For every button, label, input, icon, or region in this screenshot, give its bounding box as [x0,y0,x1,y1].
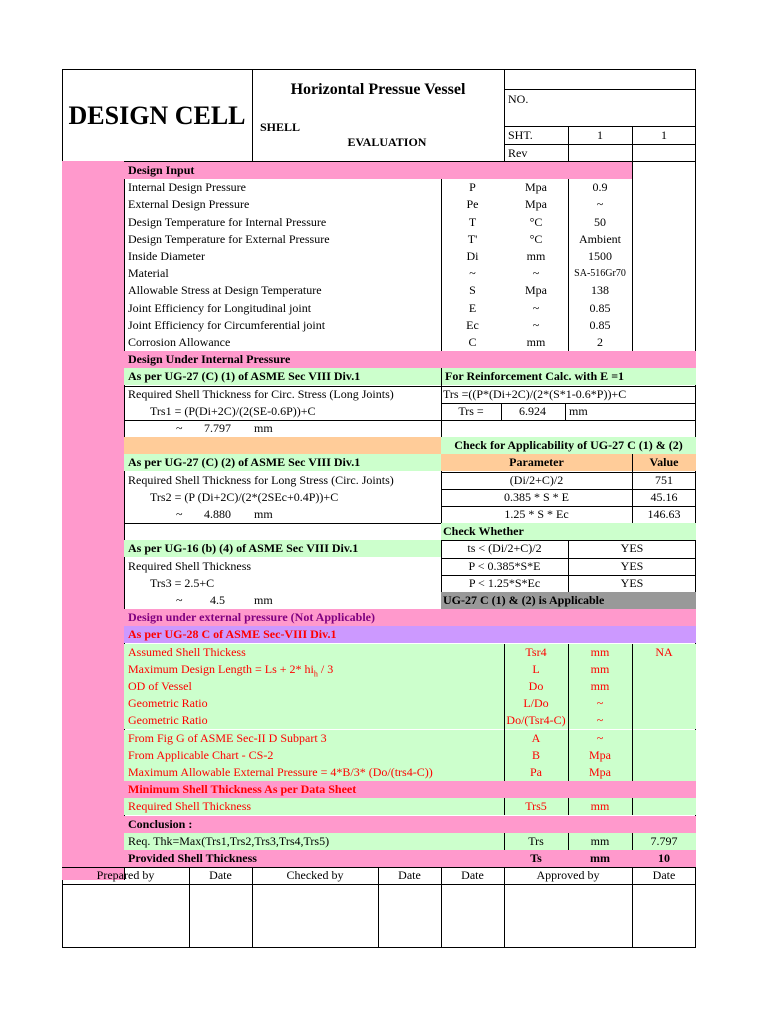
vessel-title: Horizontal Pressue Vessel [290,81,466,98]
rule-line [252,69,253,161]
minimum-value [632,798,696,815]
rule-line [568,644,569,782]
req-unit: mm [568,833,632,850]
blank [124,523,441,540]
input-unit: ~ [532,266,540,281]
ug27c2-formula: Trs2 = (P (Di+2C)/(2*(2SEc+0.4P))+C [150,489,339,504]
prov-symbol: Ts [504,850,568,867]
rule-line [504,89,696,90]
external-desc-text: Geometric Ratio [128,713,208,728]
ug16-desc: Required Shell Thickness [128,558,252,573]
reinf-label: Trs = [458,403,484,418]
rule-line [252,867,253,948]
external-value [632,712,696,729]
rule-line [441,867,442,948]
value-header: Value [632,454,696,471]
external-desc-text: From Fig G of ASME Sec-II D Subpart 3 [128,730,327,745]
margin-column [62,161,124,880]
input-value: 0.85 [589,300,611,315]
internal-heading: Design Under Internal Pressure [124,351,696,368]
external-symbol: A [504,730,568,747]
input-desc: Inside Diameter [128,249,205,263]
company-name: DESIGN CELL [68,101,246,130]
input-symbol: T' [467,231,478,246]
sht-total: 1 [661,128,667,142]
prov-value: 10 [632,850,696,867]
input-desc: Corrosion Allowance [128,335,231,349]
external-value [632,747,696,764]
input-value: 1500 [588,249,612,263]
input-symbol: ~ [469,266,476,281]
external-desc-sub: h [313,669,318,679]
external-desc-text: Geometric Ratio [128,696,208,711]
external-symbol: Tsr4 [504,644,568,661]
rule-line [568,798,569,815]
input-symbol: C [468,335,477,349]
external-desc [124,644,504,661]
input-desc: Joint Efficiency for Longitudinal joint [128,300,312,315]
ug27-spacer [124,437,441,454]
ug27c2-value: 4.880 [204,507,231,521]
ug27c1-formula: Trs1 = (P(Di+2C)/(2(SE-0.6P))+C [150,403,316,418]
input-desc: Internal Design Pressure [128,180,246,195]
req-desc: Req. Thk=Max(Trs1,Trs2,Trs3,Trs4,Trs5) [124,833,504,850]
check-condition: P < 1.25*S*Ec [468,575,541,590]
check-heading: Check Whether [441,523,696,540]
ug16-value: 4.5 [210,593,225,607]
input-desc: Joint Efficiency for Circumferential joint [128,317,326,332]
input-value: 0.9 [592,180,608,195]
external-subheading: As per UG-28 C of ASME Sec-VIII Div.1 [124,626,696,643]
external-desc [124,661,504,678]
rule-line [504,644,505,782]
external-desc [124,712,504,729]
external-heading: Design under external pressure (Not Applicable) [124,609,696,626]
reinf-heading: For Reinforcement Calc. with E =1 [441,368,696,385]
rule-line [568,540,569,592]
external-desc-tail: / 3 [317,661,334,676]
input-desc: Material [128,266,169,281]
ug27c1-approx: ~ [176,421,183,435]
param-cell: 1.25 * S * Ec [504,507,569,521]
input-unit: Mpa [525,283,547,298]
input-symbol: T [468,214,477,229]
external-desc-text: OD of Vessel [128,679,192,693]
input-unit: ~ [532,317,540,332]
input-value: ~ [596,197,604,212]
external-value [632,678,696,695]
rule-line [565,403,566,420]
input-unit: mm [526,249,546,263]
input-value: SA-516Gr70 [574,268,626,280]
signoff-checked-label: Checked by [286,868,344,883]
ug16-formula: Trs3 = 2.5+C [150,575,215,590]
applicability-heading: Check for Applicability of UG-27 C (1) & (2) [441,437,696,454]
minimum-unit: mm [568,798,632,815]
subject-name: EVALUATION [347,135,427,149]
external-desc-text: Maximum Allowable External Pressure = 4*B/3* (Do/(trs4-C)) [128,765,433,779]
reinf-formula: Trs =((P*(Di+2C)/(2*(S*1-0.6*P))+C [443,386,627,401]
rule-line [441,179,442,351]
check-result: YES [620,575,644,590]
rule-line [378,867,379,948]
signoff-date-label: Date [398,868,421,883]
param-value: 45.16 [650,489,678,504]
rule-line [62,884,696,885]
input-symbol: Di [466,249,479,263]
external-unit: mm [568,644,632,661]
minimum-symbol: Trs5 [504,798,568,815]
external-value [632,695,696,712]
external-value [632,730,696,747]
ug27c2-approx: ~ [176,507,183,521]
external-desc-text: From Applicable Chart - CS-2 [128,747,274,762]
rule-line [501,403,502,420]
external-unit: ~ [568,730,632,747]
req-value: 7.797 [632,833,696,850]
rule-line [632,867,633,948]
input-symbol: Ec [466,317,479,332]
rule-line [189,867,190,948]
input-unit: ~ [532,300,540,315]
check-result: YES [620,541,644,556]
input-value: Ambient [579,231,621,246]
ug27c1-desc: Required Shell Thickness for Circ. Stress (Long Joints) [128,386,394,401]
ug27c2-heading: As per UG-27 (C) (2) of ASME Sec VIII Div.1 [124,454,441,471]
ug16-approx: ~ [176,593,183,607]
sht-label: SHT. [508,128,533,142]
no-label: NO. [508,92,529,106]
external-value [632,764,696,781]
input-symbol: Pe [466,197,479,212]
rule-line [504,798,505,815]
prov-desc: Provided Shell Thickness [124,850,504,867]
sht-number: 1 [597,128,603,142]
check-conclusion: UG-27 C (1) & (2) is Applicable [441,592,696,609]
input-desc: Allowable Stress at Design Temperature [128,283,322,298]
minimum-heading: Minimum Shell Thickness As per Data Sheet [124,781,696,798]
conclusion-heading: Conclusion : [124,816,696,833]
external-unit: mm [568,661,632,678]
external-value [632,661,696,678]
external-symbol: B [504,747,568,764]
design-input-heading: Design Input [124,162,632,179]
external-unit: Mpa [568,764,632,781]
input-unit: °C [529,231,543,246]
param-cell: 0.385 * S * E [503,489,569,504]
signoff-date-label: Date [461,868,484,883]
input-value: 50 [594,214,606,229]
external-unit: ~ [568,695,632,712]
external-unit: mm [568,678,632,695]
input-desc: Design Temperature for Internal Pressure [128,214,327,229]
signoff-prepared-label: Prepared by [96,868,155,883]
external-desc-text: Assumed Shell Thickess [128,644,246,659]
input-value: 2 [597,335,603,349]
input-unit: Mpa [525,197,547,212]
rule-line [568,179,569,351]
prov-unit: mm [568,850,632,867]
rule-line [632,798,633,815]
external-symbol: L/Do [504,695,568,712]
minimum-desc: Required Shell Thickness [124,798,504,815]
rule-line [504,69,505,161]
external-symbol: Do [504,678,568,695]
input-symbol: E [468,300,477,315]
param-header: Parameter [441,454,632,471]
rule-line [632,644,633,782]
reinf-value: 6.924 [519,403,546,418]
external-desc [124,747,504,764]
check-condition: ts < (Di/2+C)/2 [467,541,542,556]
rule-line [632,162,633,351]
external-desc [124,695,504,712]
input-value: 0.85 [589,317,611,332]
external-unit: Mpa [568,747,632,764]
ug27c2-unit: mm [254,507,273,521]
external-unit: ~ [568,712,632,729]
external-symbol: L [504,661,568,678]
input-unit: Mpa [525,180,547,195]
req-symbol: Trs [504,833,568,850]
external-desc [124,678,504,695]
input-symbol: S [469,283,476,298]
external-symbol: Pa [504,764,568,781]
external-desc [124,764,504,781]
ug16-unit: mm [254,593,273,607]
signoff-date-label: Date [652,868,676,883]
ug16-heading: As per UG-16 (b) (4) of ASME Sec VIII Div.1 [124,540,441,557]
input-unit: °C [529,214,543,229]
input-desc: Design Temperature for External Pressure [128,231,330,246]
ug27c1-heading: As per UG-27 (C) (1) of ASME Sec VIII Div.1 [124,368,441,385]
ug27c2-desc: Required Shell Thickness for Long Stress (Circ. Joints) [128,472,394,487]
ug27c1-unit: mm [254,421,273,435]
external-symbol: Do/(Tsr4-C) [504,712,568,729]
external-value: NA [632,644,696,661]
rule-line [504,867,505,948]
check-condition: P < 0.385*S*E [468,558,541,573]
signoff-approved-label: Approved by [536,868,600,883]
part-name: SHELL [260,120,301,134]
rule-line [632,454,633,523]
check-result: YES [620,558,644,573]
input-desc: External Design Pressure [128,197,250,212]
rev-label: Rev [508,146,528,160]
input-unit: mm [526,335,546,349]
ug27c1-value: 7.797 [204,421,231,435]
external-desc [124,730,504,747]
input-symbol: P [469,180,476,195]
signoff-date-label: Date [209,868,232,883]
param-value: 146.63 [647,507,681,521]
param-value: 751 [655,472,673,487]
reinf-unit: mm [569,403,588,418]
external-desc-text: Maximum Design Length = Ls + 2* hi [128,661,314,676]
input-value: 138 [591,283,609,298]
param-cell: (Di/2+C)/2 [509,472,564,487]
